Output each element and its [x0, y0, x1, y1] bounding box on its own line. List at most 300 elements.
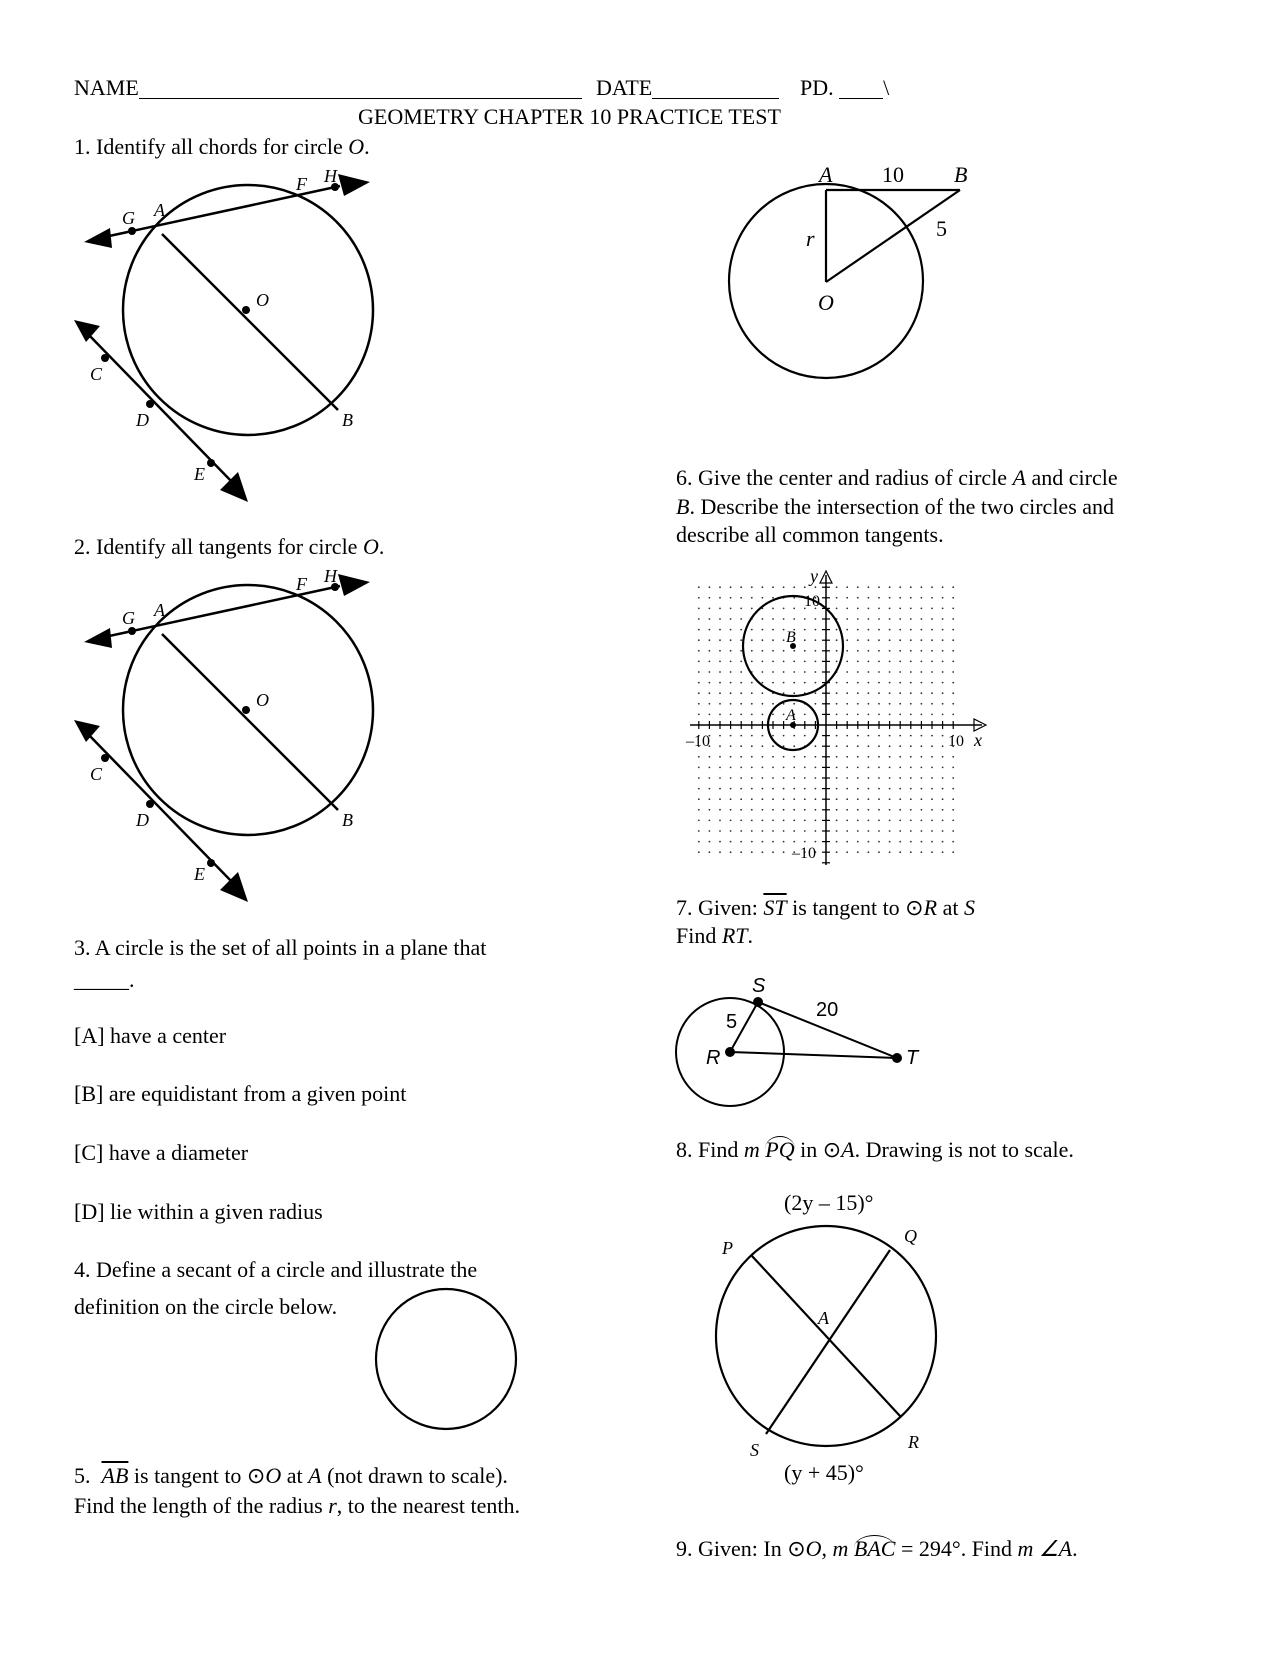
grid-dot: [709, 586, 711, 588]
grid-dot: [751, 692, 753, 694]
q1-label-E: E: [194, 464, 205, 484]
grid-dot: [762, 767, 764, 769]
grid-dot: [846, 745, 848, 747]
grid-dot: [931, 586, 933, 588]
grid-dot: [709, 661, 711, 663]
trailing-mark: \: [883, 75, 890, 100]
grid-dot: [868, 735, 870, 737]
grid-dot: [762, 597, 764, 599]
grid-dot: [719, 682, 721, 684]
grid-dot: [751, 809, 753, 811]
grid-dot: [857, 608, 859, 610]
grid-dot: [762, 851, 764, 853]
grid-dot: [857, 661, 859, 663]
grid-dot: [942, 608, 944, 610]
grid-dot: [910, 608, 912, 610]
grid-dot: [921, 692, 923, 694]
q1-label-O: O: [256, 290, 269, 310]
date-field[interactable]: [596, 74, 779, 102]
grid-dot: [899, 714, 901, 716]
grid-dot: [751, 682, 753, 684]
grid-dot: [793, 841, 795, 843]
grid-dot: [910, 756, 912, 758]
grid-dot: [931, 671, 933, 673]
grid-dot: [772, 788, 774, 790]
grid-dot: [857, 777, 859, 779]
grid-dot: [783, 809, 785, 811]
grid-dot: [836, 830, 838, 832]
grid-dot: [730, 788, 732, 790]
q3-option-b[interactable]: [B] are equidistant from a given point: [74, 1081, 407, 1106]
grid-dot: [931, 735, 933, 737]
grid-dot: [899, 767, 901, 769]
grid-dot: [952, 608, 954, 610]
grid-dot: [751, 767, 753, 769]
q1-label-B: B: [342, 410, 353, 430]
grid-dot: [836, 692, 838, 694]
grid-dot: [740, 735, 742, 737]
grid-dot: [931, 841, 933, 843]
grid-dot: [709, 777, 711, 779]
grid-dot: [952, 830, 954, 832]
grid-dot: [868, 820, 870, 822]
grid-dot: [952, 777, 954, 779]
grid-dot: [878, 629, 880, 631]
q4-circle[interactable]: [373, 1286, 519, 1432]
grid-dot: [910, 735, 912, 737]
grid-dot: [793, 618, 795, 620]
q7-label-t: T: [906, 1047, 919, 1069]
grid-dot: [952, 618, 954, 620]
q1-label-A: A: [154, 200, 165, 220]
grid-dot: [921, 650, 923, 652]
grid-dot: [952, 820, 954, 822]
grid-dot: [889, 809, 891, 811]
q9-text: 9. Given: In ⊙O, m BAC = 294°. Find m ∠A.: [676, 1536, 1078, 1561]
grid-dot: [921, 586, 923, 588]
grid-dot: [846, 809, 848, 811]
grid-dot: [709, 841, 711, 843]
grid-dot: [868, 639, 870, 641]
grid-dot: [751, 830, 753, 832]
grid-dot: [899, 798, 901, 800]
grid-dot: [772, 586, 774, 588]
grid-dot: [868, 851, 870, 853]
grid-dot: [793, 682, 795, 684]
page-title: GEOMETRY CHAPTER 10 PRACTICE TEST: [358, 104, 781, 129]
grid-dot: [910, 703, 912, 705]
grid-dot: [910, 820, 912, 822]
grid-dot: [804, 671, 806, 673]
grid-dot: [772, 735, 774, 737]
grid-dot: [868, 777, 870, 779]
grid-dot: [719, 714, 721, 716]
grid-dot: [899, 618, 901, 620]
grid-dot: [762, 798, 764, 800]
grid-dot: [868, 703, 870, 705]
q5-label-B: B: [954, 162, 968, 187]
grid-dot: [868, 745, 870, 747]
period-field[interactable]: [800, 74, 889, 102]
grid-dot: [762, 650, 764, 652]
grid-dot: [762, 661, 764, 663]
grid-dot: [762, 830, 764, 832]
grid-dot: [942, 692, 944, 694]
grid-dot: [730, 661, 732, 663]
grid-dot: [846, 682, 848, 684]
grid-dot: [931, 650, 933, 652]
q8-arc-top: (2y – 15)°: [784, 1190, 874, 1215]
grid-dot: [804, 830, 806, 832]
grid-dot: [952, 703, 954, 705]
grid-dot: [857, 586, 859, 588]
grid-dot: [846, 714, 848, 716]
grid-dot: [815, 767, 817, 769]
grid-dot: [921, 703, 923, 705]
grid-dot: [921, 682, 923, 684]
grid-dot: [730, 671, 732, 673]
grid-dot: [730, 682, 732, 684]
grid-dot: [772, 809, 774, 811]
grid-dot: [931, 851, 933, 853]
grid-dot: [857, 714, 859, 716]
grid-dot: [868, 608, 870, 610]
q3-blank[interactable]: _____.: [74, 967, 135, 992]
grid-dot: [899, 629, 901, 631]
grid-dot: [793, 586, 795, 588]
grid-dot: [846, 820, 848, 822]
grid-dot: [868, 650, 870, 652]
grid-dot: [836, 714, 838, 716]
grid-dot: [878, 820, 880, 822]
grid-dot: [931, 639, 933, 641]
grid-dot: [772, 682, 774, 684]
grid-dot: [868, 682, 870, 684]
grid-dot: [740, 597, 742, 599]
q5-text: 5. $\overline{AB}$ is tangent to ⊙O at A (not drawn to scale).: [74, 1463, 508, 1488]
grid-dot: [719, 608, 721, 610]
grid-dot: [719, 809, 721, 811]
grid-dot: [783, 798, 785, 800]
grid-dot: [889, 692, 891, 694]
grid-dot: [899, 841, 901, 843]
grid-dot: [889, 798, 891, 800]
grid-dot: [772, 745, 774, 747]
grid-dot: [762, 841, 764, 843]
grid-dot: [931, 745, 933, 747]
grid-dot: [730, 608, 732, 610]
q7-len-st: 20: [816, 999, 839, 1021]
grid-dot: [719, 618, 721, 620]
grid-dot: [815, 586, 817, 588]
grid-dot: [857, 650, 859, 652]
grid-dot: [709, 608, 711, 610]
grid-dot: [751, 756, 753, 758]
grid-dot: [942, 767, 944, 769]
q5-len-b: 5: [936, 216, 947, 241]
grid-dot: [793, 661, 795, 663]
grid-dot: [719, 650, 721, 652]
grid-dot: [751, 629, 753, 631]
grid-dot: [846, 788, 848, 790]
name-field[interactable]: [74, 74, 582, 102]
grid-dot: [878, 682, 880, 684]
q8-text: 8. Find m PQ in ⊙A. Drawing is not to scale.: [676, 1137, 1074, 1162]
q5-len-ab: 10: [882, 162, 904, 187]
q1-label-C: C: [90, 364, 103, 384]
grid-dot: [878, 745, 880, 747]
grid-dot: [836, 629, 838, 631]
grid-dot: [899, 830, 901, 832]
grid-dot: [942, 809, 944, 811]
grid-dot: [857, 629, 859, 631]
grid-dot: [868, 756, 870, 758]
grid-dot: [793, 745, 795, 747]
grid-dot: [762, 809, 764, 811]
grid-dot: [730, 639, 732, 641]
q2-label-F: F: [296, 574, 307, 594]
grid-dot: [698, 682, 700, 684]
grid-dot: [910, 788, 912, 790]
grid-dot: [878, 735, 880, 737]
grid-dot: [889, 608, 891, 610]
q2-label-H: H: [324, 566, 337, 586]
grid-dot: [942, 661, 944, 663]
date-label: DATE: [596, 75, 653, 100]
grid-dot: [857, 820, 859, 822]
grid-dot: [942, 735, 944, 737]
grid-dot: [783, 841, 785, 843]
grid-dot: [931, 777, 933, 779]
grid-dot: [730, 703, 732, 705]
grid-dot: [815, 661, 817, 663]
grid-dot: [899, 608, 901, 610]
grid-dot: [804, 618, 806, 620]
q3-option-a[interactable]: [A] have a center: [74, 1023, 227, 1048]
grid-dot: [719, 661, 721, 663]
grid-dot: [709, 671, 711, 673]
grid-dot: [942, 745, 944, 747]
grid-dot: [793, 597, 795, 599]
grid-dot: [740, 671, 742, 673]
grid-dot: [910, 851, 912, 853]
grid-dot: [740, 692, 742, 694]
grid-dot: [719, 692, 721, 694]
grid-dot: [783, 820, 785, 822]
grid-dot: [719, 798, 721, 800]
grid-dot: [868, 767, 870, 769]
grid-dot: [709, 639, 711, 641]
grid-dot: [772, 798, 774, 800]
grid-dot: [942, 671, 944, 673]
grid-dot: [889, 629, 891, 631]
grid-dot: [804, 650, 806, 652]
grid-dot: [899, 661, 901, 663]
grid-dot: [815, 629, 817, 631]
grid-dot: [868, 798, 870, 800]
grid-dot: [709, 692, 711, 694]
q8-label-s: S: [750, 1440, 759, 1460]
grid-dot: [942, 841, 944, 843]
grid-dot: [921, 608, 923, 610]
grid-dot: [751, 586, 753, 588]
grid-dot: [846, 618, 848, 620]
grid-dot: [878, 597, 880, 599]
grid-dot: [740, 841, 742, 843]
q3-option-d[interactable]: [D] lie within a given radius: [74, 1199, 323, 1224]
q4-text-2: definition on the circle below.: [74, 1294, 338, 1319]
grid-dot: [804, 841, 806, 843]
grid-dot: [878, 809, 880, 811]
q2-label-O: O: [256, 690, 269, 710]
grid-dot: [762, 820, 764, 822]
grid-dot: [889, 756, 891, 758]
grid-dot: [846, 767, 848, 769]
grid-dot: [815, 809, 817, 811]
grid-dot: [857, 745, 859, 747]
grid-dot: [836, 809, 838, 811]
grid-dot: [889, 703, 891, 705]
grid-dot: [952, 661, 954, 663]
grid-dot: [762, 639, 764, 641]
grid-dot: [878, 639, 880, 641]
grid-dot: [804, 735, 806, 737]
grid-dot: [815, 830, 817, 832]
grid-dot: [899, 586, 901, 588]
grid-dot: [889, 618, 891, 620]
grid-dot: [921, 851, 923, 853]
q7-label-s: S: [752, 975, 766, 997]
grid-dot: [846, 661, 848, 663]
grid-dot: [730, 798, 732, 800]
grid-dot: [719, 788, 721, 790]
grid-dot: [910, 767, 912, 769]
grid-dot: [857, 767, 859, 769]
grid-dot: [815, 777, 817, 779]
grid-dot: [878, 777, 880, 779]
grid-dot: [931, 608, 933, 610]
grid-dot: [762, 618, 764, 620]
grid-dot: [740, 682, 742, 684]
grid-dot: [836, 735, 838, 737]
grid-dot: [878, 618, 880, 620]
grid-dot: [793, 735, 795, 737]
grid-dot: [942, 820, 944, 822]
grid-dot: [836, 639, 838, 641]
grid-dot: [804, 809, 806, 811]
q1-text: 1. Identify all chords for circle O.: [74, 134, 370, 159]
grid-dot: [772, 841, 774, 843]
grid-dot: [730, 586, 732, 588]
grid-dot: [804, 756, 806, 758]
grid-dot: [846, 629, 848, 631]
grid-dot: [772, 830, 774, 832]
q6-x-max: 10: [948, 733, 964, 750]
q7-figure: [672, 962, 932, 1092]
grid-dot: [899, 756, 901, 758]
grid-dot: [783, 608, 785, 610]
grid-dot: [942, 597, 944, 599]
grid-dot: [857, 756, 859, 758]
grid-dot: [719, 639, 721, 641]
grid-dot: [952, 756, 954, 758]
grid-dot: [899, 682, 901, 684]
grid-dot: [783, 618, 785, 620]
grid-dot: [751, 745, 753, 747]
grid-dot: [899, 745, 901, 747]
q8-label-q: Q: [904, 1226, 917, 1246]
grid-dot: [921, 767, 923, 769]
grid-dot: [772, 597, 774, 599]
grid-dot: [942, 714, 944, 716]
grid-dot: [804, 714, 806, 716]
grid-dot: [942, 639, 944, 641]
grid-dot: [719, 820, 721, 822]
grid-dot: [889, 586, 891, 588]
grid-dot: [730, 830, 732, 832]
q7-text: 7. Given: $\overline{ST}$ is tangent to ⊙R at S: [676, 895, 975, 920]
grid-dot: [910, 745, 912, 747]
grid-dot: [762, 682, 764, 684]
grid-dot: [878, 798, 880, 800]
period-label: PD.: [800, 75, 834, 100]
q2-label-C: C: [90, 764, 103, 784]
grid-dot: [952, 671, 954, 673]
grid-dot: [762, 756, 764, 758]
grid-dot: [846, 735, 848, 737]
grid-dot: [762, 671, 764, 673]
grid-dot: [815, 671, 817, 673]
grid-dot: [921, 629, 923, 631]
grid-dot: [730, 756, 732, 758]
q2-figure: [70, 566, 370, 890]
grid-dot: [921, 735, 923, 737]
grid-dot: [772, 661, 774, 663]
grid-dot: [899, 650, 901, 652]
grid-dot: [815, 618, 817, 620]
grid-dot: [868, 629, 870, 631]
q8-label-r: R: [908, 1432, 919, 1452]
grid-dot: [910, 692, 912, 694]
grid-dot: [899, 851, 901, 853]
q5-figure: [720, 158, 980, 388]
q3-option-c[interactable]: [C] have a diameter: [74, 1140, 249, 1165]
grid-dot: [793, 767, 795, 769]
grid-dot: [878, 788, 880, 790]
grid-dot: [783, 830, 785, 832]
grid-dot: [709, 851, 711, 853]
grid-dot: [730, 692, 732, 694]
grid-dot: [878, 851, 880, 853]
grid-dot: [740, 820, 742, 822]
grid-dot: [889, 788, 891, 790]
grid-dot: [857, 671, 859, 673]
q6-y-max: 10: [804, 593, 820, 610]
grid-dot: [836, 798, 838, 800]
grid-dot: [868, 661, 870, 663]
grid-dot: [899, 788, 901, 790]
grid-dot: [719, 597, 721, 599]
grid-dot: [709, 809, 711, 811]
grid-dot: [793, 608, 795, 610]
q6-coordinate-graph: [680, 568, 1000, 868]
grid-dot: [942, 851, 944, 853]
grid-dot: [836, 767, 838, 769]
grid-dot: [698, 798, 700, 800]
grid-dot: [709, 798, 711, 800]
grid-dot: [783, 714, 785, 716]
q5-label-A: A: [819, 162, 833, 187]
